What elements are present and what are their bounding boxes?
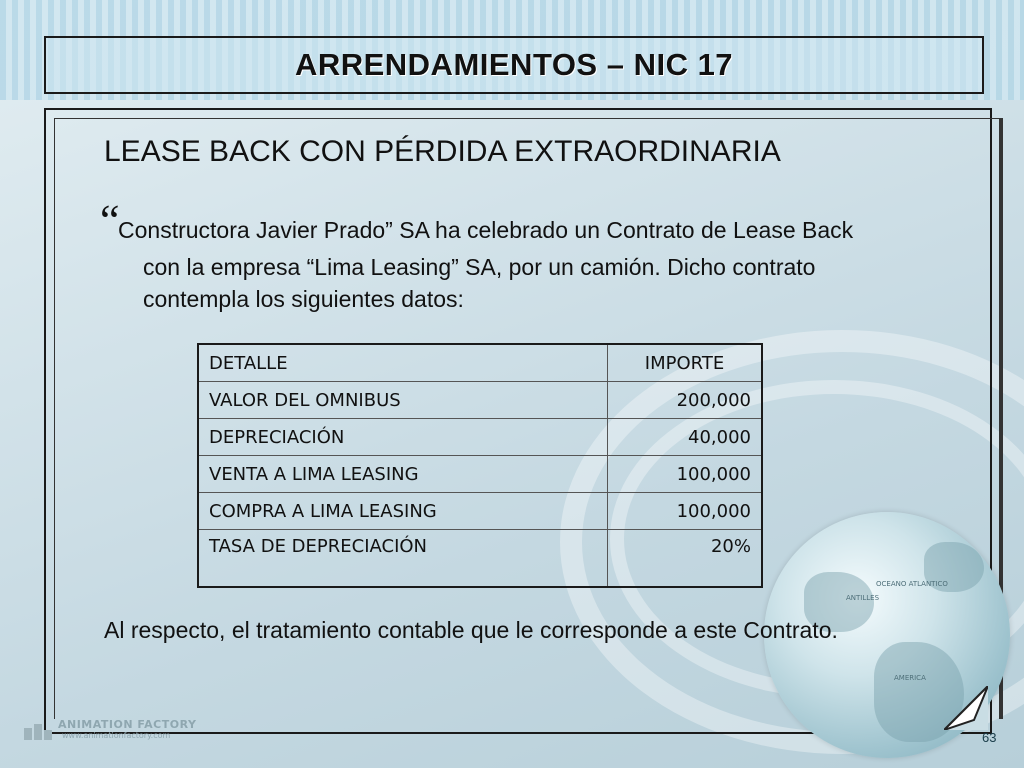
intro-line-1: Constructora Javier Prado” SA ha celebrado un Contrato de Lease Back <box>118 217 854 243</box>
row-detail: TASA DE DEPRECIACIÓN <box>198 530 608 588</box>
row-amount: 200,000 <box>608 382 763 419</box>
lease-data-table <box>197 343 763 588</box>
opening-quote-mark: “ <box>100 196 120 245</box>
row-amount: 20% <box>608 530 763 588</box>
slide-title: ARRENDAMIENTOS – NIC 17 <box>294 47 734 82</box>
row-detail: VENTA A LIMA LEASING <box>198 456 608 493</box>
row-amount: 100,000 <box>608 493 763 530</box>
table-row <box>198 456 762 493</box>
header-amount: IMPORTE <box>608 344 763 382</box>
globe-label: AMERICA <box>894 674 926 682</box>
watermark <box>22 718 196 740</box>
globe-label: OCEANO ATLANTICO <box>876 580 948 588</box>
watermark-brand: ANIMATION FACTORY <box>58 718 197 731</box>
table-row <box>198 419 762 456</box>
section-heading: LEASE BACK CON PÉRDIDA EXTRAORDINARIA <box>104 135 781 168</box>
header-detail: DETALLE <box>198 344 608 382</box>
row-detail: DEPRECIACIÓN <box>198 419 608 456</box>
slide-title-box <box>44 36 984 94</box>
row-detail: VALOR DEL OMNIBUS <box>198 382 608 419</box>
animation-factory-logo-icon <box>22 720 54 742</box>
table-row <box>198 493 762 530</box>
table-row <box>198 382 762 419</box>
closing-sentence: Al respecto, el tratamiento contable que le corresponde a este Contrato. <box>104 617 838 643</box>
page-curl-icon <box>944 686 988 730</box>
intro-line-3: contempla los siguientes datos: <box>143 286 464 312</box>
row-amount: 100,000 <box>608 456 763 493</box>
watermark-url: www.animationfactory.com <box>62 731 171 740</box>
table-row <box>198 530 762 588</box>
table-header-row <box>198 344 762 382</box>
row-detail: COMPRA A LIMA LEASING <box>198 493 608 530</box>
globe-label: ANTILLES <box>846 594 880 602</box>
row-amount: 40,000 <box>608 419 763 456</box>
page-number: 63 <box>982 730 997 745</box>
intro-line-2: con la empresa “Lima Leasing” SA, por un camión. Dicho contrato <box>143 254 816 280</box>
